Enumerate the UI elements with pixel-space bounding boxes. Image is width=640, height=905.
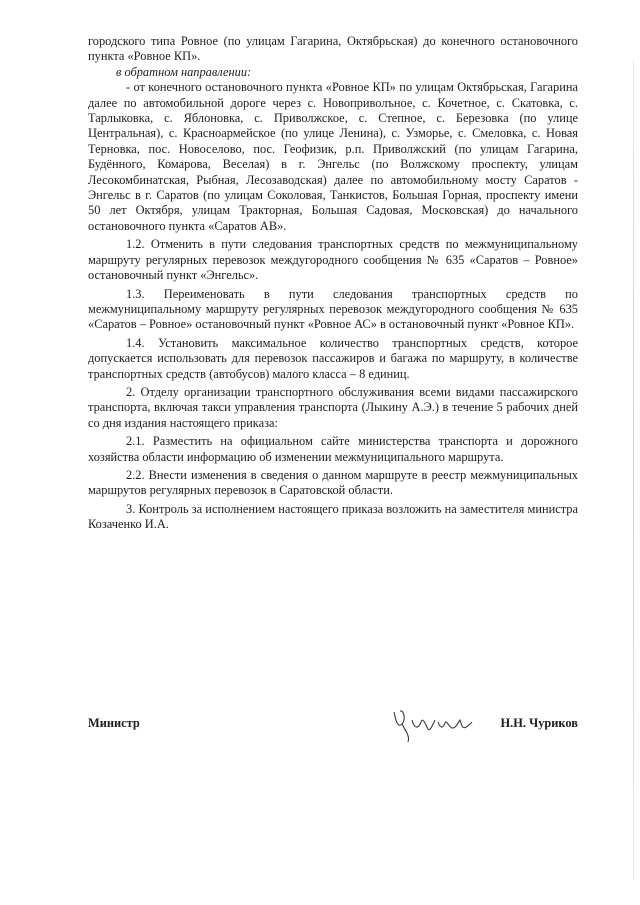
item-2-2-paragraph: 2.2. Внести изменения в сведения о данном маршруте в реестр межмуниципальных маршрутов регулярных перевозок в Саратовской области. [88, 467, 578, 498]
item-3-paragraph: 3. Контроль за исполнением настоящего приказа возложить на заместителя министра Козаченко И.А. [88, 501, 578, 532]
signatory-name: Н.Н. Чуриков [500, 716, 578, 730]
item-1-3-paragraph: 1.3. Переименовать в пути следования транспортных средств по межмуниципальному маршруту регулярных перевозок междугородного сообщения № 635 «Саратов – Ровное» остановочный пункт «Ровное АС» в остановочный пункт «Ровное КП». [88, 286, 578, 332]
intro-continuation: городского типа Ровное (по улицам Гагарина, Октябрьская) до конечного остановочного пункта «Ровное КП». [88, 34, 578, 64]
route-reverse-paragraph: - от конечного остановочного пункта «Ровное КП» по улицам Октябрьская, Гагарина далее по автомобильной дороге через с. Новоприволъное, с. Кочетное, с. Скатовка, с. Тарлыковка, с. Яблоновка, с. Приволжское, с. Степное, с. Березовка (по улице Центральная), с. Красноармейское (по улице Ленина), с. Узморье, с. Смеловка, с. Новая Терновка, пос. Новоселово, пос. Геофизик, р.п. Приволжский (по улицам Гагарина, Будённого, Комарова, Веселая) в г. Энгельс (по Волжскому проспекту, улицам Лесокомбинатская, Рыбная, Лесозаводская) далее по автомобильному мосту Саратов - Энгельс в г. Саратов (по улицам Соколовая, Танкистов, Большая Горная, проспекту имени 50 лет Октября, улицам Тракторная, Большая Садовая, Московская) до начального остановочного пункта «Саратов АВ». [88, 80, 578, 233]
item-1-4-paragraph: 1.4. Установить максимальное количество транспортных средств, которое допускается использовать для перевозок пассажиров и багажа по маршруту, в количестве транспортных средств (автобусов) малого класса – 8 единиц. [88, 335, 578, 381]
scan-edge-line [633, 60, 634, 880]
item-2-1-paragraph: 2.1. Разместить на официальном сайте министерства транспорта и дорожного хозяйства области информацию об изменении межмуниципального маршрута. [88, 434, 578, 464]
document-body [88, 34, 578, 533]
handwritten-signature [388, 702, 478, 744]
direction-label: в обратном направлении: [116, 64, 252, 79]
item-2-paragraph: 2. Отделу организации транспортного обслуживания всеми видами пассажирского транспорта, включая такси управления транспорта (Лыкину А.Э.) в течение 5 рабочих дней со дня издания настоящего приказа: [88, 384, 578, 430]
item-1-2-paragraph: 1.2. Отменить в пути следования транспортных средств по межмуниципальному маршруту регулярных перевозок междугородного сообщения № 635 «Саратов – Ровное» остановочный пункт «Энгельс». [88, 237, 578, 283]
signatory-title: Министр [88, 716, 140, 730]
signature-block [88, 708, 578, 748]
